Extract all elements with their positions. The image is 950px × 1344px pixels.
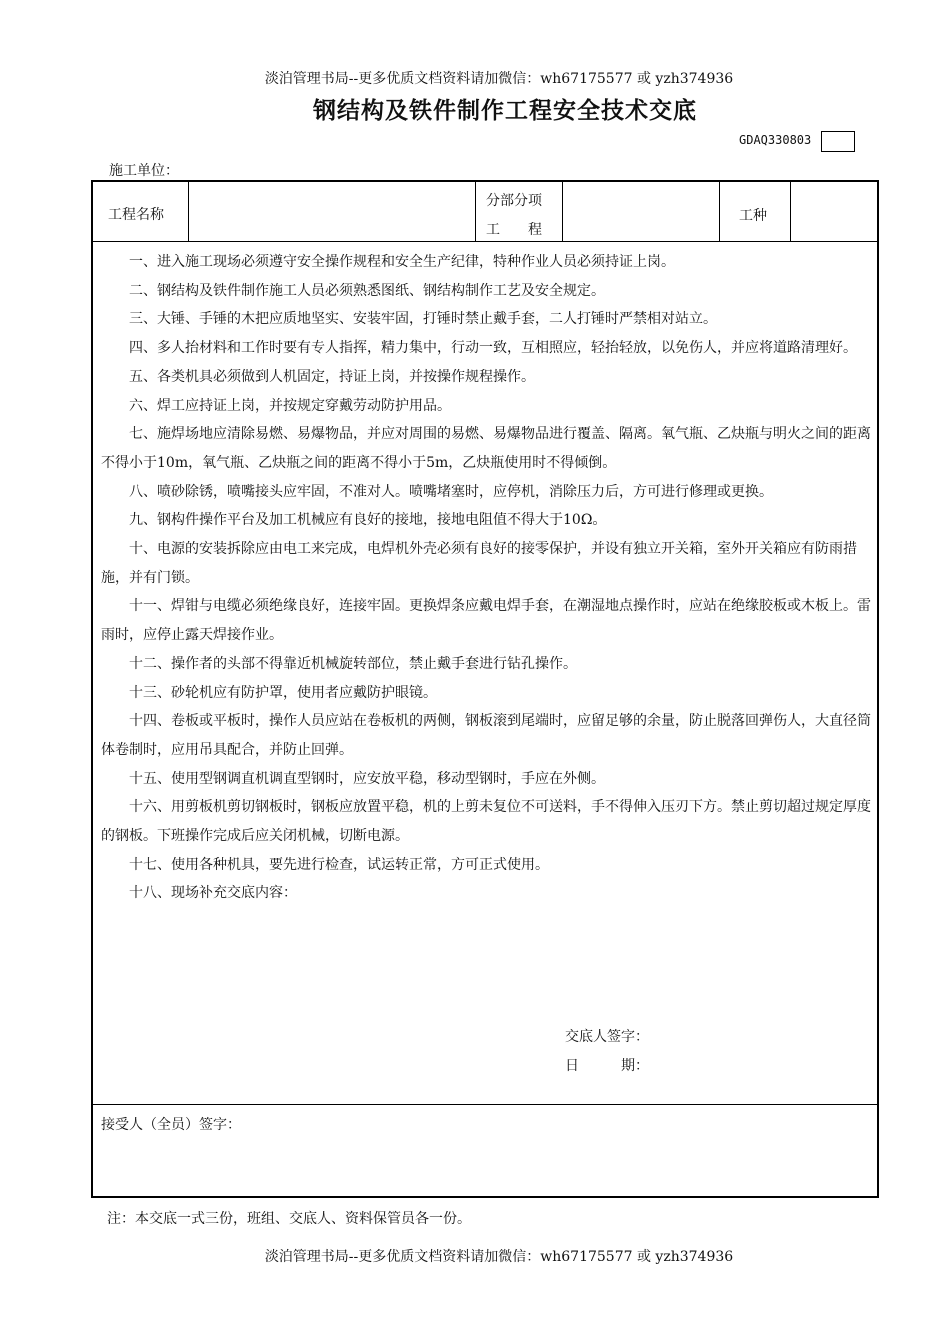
project-name-field[interactable] [190, 183, 474, 240]
disclosure-item: 四、多人抬材料和工作时要有专人指挥，精力集中，行动一致，互相照应，轻抬轻放，以免伤人，并应将道路清理好。 [129, 340, 857, 357]
construction-unit-label: 施工单位： [109, 163, 179, 179]
disclosure-item: 十七、使用各种机具，要先进行检查，试运转正常，方可正式使用。 [129, 856, 549, 873]
col-divider-3 [562, 182, 563, 241]
work-type-field[interactable] [792, 183, 877, 240]
disclosure-item: 十二、操作者的头部不得靠近机械旋转部位，禁止戴手套进行钻孔操作。 [129, 655, 577, 672]
disclosure-table [91, 180, 879, 1198]
disclosure-item: 十一、焊钳与电缆必须绝缘良好，连接牢固。更换焊条应戴电焊手套，在潮湿地点操作时，应站在绝缘胶板或木板上。雷雨时，应停止露天焊接作业。 [101, 598, 871, 644]
document-title: 钢结构及铁件制作工程安全技术交底 [313, 98, 697, 124]
disclosure-item: 六、焊工应持证上岗，并按规定穿戴劳动防护用品。 [129, 397, 451, 414]
work-type-label: 工种 [739, 208, 767, 224]
disclosure-item: 十三、砂轮机应有防护罩，使用者应戴防护眼镜。 [129, 684, 437, 701]
footer-watermark-note: 淡泊管理书局--更多优质文档资料请加微信：wh67175577 或 yzh374936 [264, 1249, 734, 1265]
disclosure-item: 十六、用剪板机剪切钢板时，钢板应放置平稳，机的上剪未复位不可送料，手不得伸入压刃下方。禁止剪切超过规定厚度的钢板。下班操作完成后应关闭机械，切断电源。 [101, 799, 871, 845]
sub-project-label-line1: 分部分项 [486, 193, 542, 209]
col-divider-4 [719, 182, 720, 241]
col-divider-5 [790, 182, 791, 241]
disclosure-item-supplement: 十八、现场补充交底内容： [129, 885, 297, 902]
project-name-label: 工程名称 [108, 207, 164, 223]
receiver-signature-field[interactable] [93, 1137, 877, 1195]
header-row-divider [93, 241, 877, 242]
disclosure-item: 二、钢结构及铁件制作施工人员必须熟悉图纸、钢结构制作工艺及安全规定。 [129, 282, 605, 299]
disclosure-item: 九、钢构件操作平台及加工机械应有良好的接地，接地电阻值不得大于10Ω。 [129, 512, 607, 529]
receiver-row-divider [93, 1104, 877, 1105]
document-code: GDAQ330803 [739, 133, 812, 147]
disclosure-date-label: 日 期： [565, 1058, 649, 1074]
disclosure-item: 一、进入施工现场必须遵守安全操作规程和安全生产纪律，特种作业人员必须持证上岗。 [129, 254, 675, 270]
disclosure-item: 三、大锤、手锤的木把应质地坚实、安装牢固，打锤时禁止戴手套，二人打锤时严禁相对站立。 [129, 311, 717, 328]
document-code-box[interactable] [821, 131, 855, 152]
sub-project-label-line2: 工 程 [486, 222, 542, 238]
disclosure-item: 五、各类机具必须做到人机固定，持证上岗，并按操作规程操作。 [129, 368, 535, 385]
sub-project-field[interactable] [564, 183, 718, 240]
disclosure-item: 十、电源的安装拆除应由电工来完成，电焊机外壳必须有良好的接零保护，并设有独立开关箱，室外开关箱应有防雨措施，并有门锁。 [101, 541, 857, 586]
disclosure-item: 十四、卷板或平板时，操作人员应站在卷板机的两侧，钢板滚到尾端时，应留足够的余量，防止脱落回弹伤人，大直径筒体卷制时，应用吊具配合，并防止回弹。 [101, 713, 871, 758]
disclosure-items [101, 248, 871, 908]
disclosure-item: 十五、使用型钢调直机调直型钢时，应安放平稳，移动型钢时，手应在外侧。 [129, 770, 605, 787]
header-watermark-note: 淡泊管理书局--更多优质文档资料请加微信：wh67175577 或 yzh374936 [264, 71, 734, 87]
col-divider-1 [188, 182, 189, 241]
col-divider-2 [475, 182, 476, 241]
footnote: 注：本交底一式三份，班组、交底人、资料保管员各一份。 [107, 1211, 471, 1227]
receiver-signature-label: 接受人（全员）签字： [101, 1117, 241, 1133]
disclosure-item: 八、喷砂除锈，喷嘴接头应牢固，不准对人。喷嘴堵塞时，应停机，消除压力后，方可进行修理或更换。 [129, 483, 773, 500]
disclosure-item: 七、施焊场地应清除易燃、易爆物品，并应对周围的易燃、易爆物品进行覆盖、隔离。氧气瓶、乙炔瓶与明火之间的距离不得小于10m，氧气瓶、乙炔瓶之间的距离不得小于5m，乙炔瓶使用时不得倾倒。 [101, 426, 871, 471]
discloser-signature-label: 交底人签字： [565, 1029, 649, 1045]
